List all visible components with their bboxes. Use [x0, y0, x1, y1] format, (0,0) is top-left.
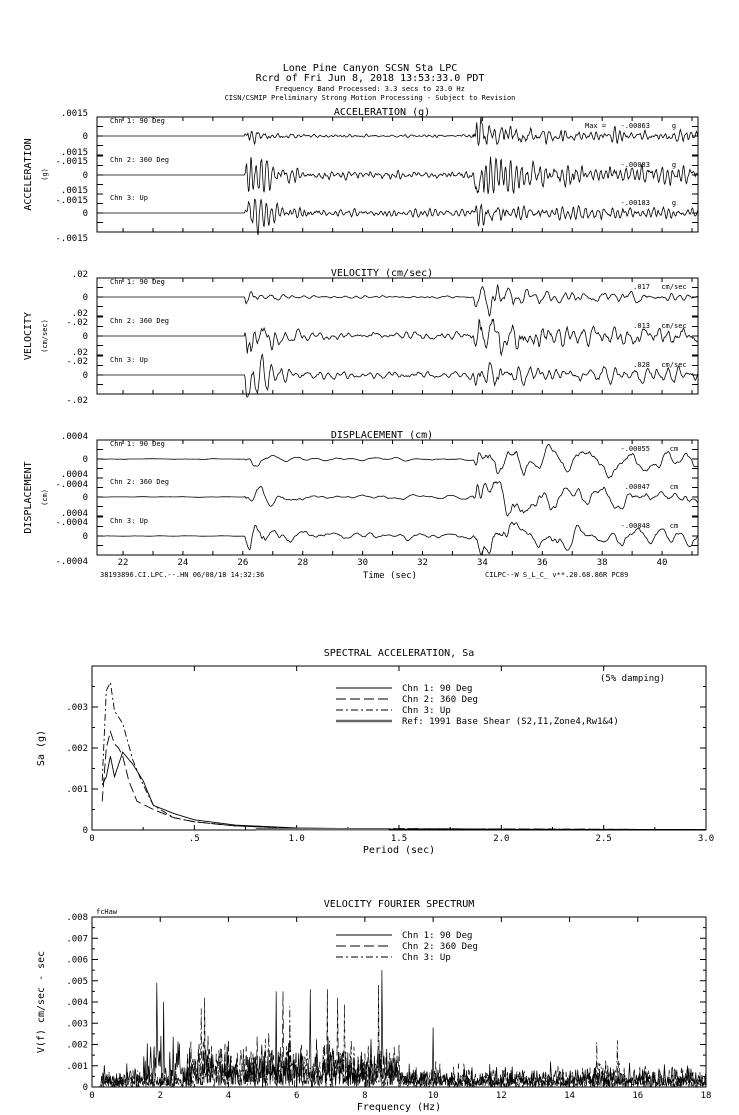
- y-tick-label: -.0004: [55, 518, 88, 528]
- max-prefix: Max =: [585, 122, 607, 130]
- chart-title: SPECTRAL ACCELERATION, Sa: [323, 648, 475, 659]
- y-tick-label: -.02: [66, 318, 88, 328]
- x-tick-label: 2.5: [595, 834, 612, 844]
- x-tick-label: 28: [297, 558, 309, 568]
- y-axis-label: V(f) cm/sec - sec: [36, 950, 47, 1054]
- channel-max-unit: g: [671, 161, 677, 169]
- legend-entry: Chn 1: 90 Deg: [402, 931, 473, 941]
- y-axis-unit: (g): [41, 168, 49, 181]
- legend-entry: Chn 2: 360 Deg: [402, 942, 478, 952]
- x-tick-label: 3.0: [697, 834, 715, 844]
- panel-acceleration: [23, 107, 698, 244]
- x-tick-label: 12: [495, 1091, 507, 1101]
- waveform-3: [97, 354, 698, 397]
- x-tick-label: 26: [237, 558, 249, 568]
- y-tick-label: -.0015: [55, 196, 88, 206]
- y-tick-label: 0: [82, 332, 88, 342]
- y-axis-label: VELOCITY: [23, 311, 34, 361]
- channel-max-value: -.00183: [620, 199, 650, 207]
- channel-label: Chn 1: 90 Deg: [110, 117, 165, 125]
- x-axis-label: Time (sec): [362, 571, 418, 581]
- legend-entry: Chn 2: 360 Deg: [402, 695, 478, 705]
- y-tick-label: .02: [71, 270, 88, 280]
- plot-frame: [92, 666, 706, 830]
- y-tick-label: .004: [66, 998, 88, 1008]
- y-tick-label: .005: [66, 976, 88, 987]
- y-tick-label: 0: [82, 132, 88, 142]
- x-tick-label: 30: [357, 558, 369, 568]
- processing-note: CISN/CSMIP Preliminary Strong Motion Processing - Subject to Revision: [224, 94, 516, 102]
- x-tick-label: 4: [225, 1091, 232, 1101]
- y-tick-label: 0: [82, 826, 88, 836]
- channel-label: Chn 3: Up: [110, 356, 148, 364]
- x-tick-label: 10: [427, 1091, 439, 1101]
- spectral-acceleration-chart: [36, 648, 714, 856]
- channel-max-value: -.00063: [620, 122, 650, 130]
- waveform-3: [97, 199, 698, 235]
- y-tick-label: 0: [82, 209, 88, 219]
- report-header: [225, 63, 516, 102]
- channel-max-unit: g: [671, 122, 677, 130]
- y-tick-label: 0: [82, 293, 88, 303]
- x-axis-label: Period (sec): [362, 845, 436, 856]
- channel-max-unit: cm: [669, 483, 679, 491]
- x-tick-label: 34: [476, 558, 488, 568]
- y-tick-label: -.02: [66, 357, 88, 367]
- panel-displacement: [23, 430, 698, 581]
- y-tick-label: .001: [66, 1061, 88, 1072]
- y-tick-label: -.0015: [55, 157, 88, 167]
- footer-event-id: 38193896.CI.LPC.--.HN 06/08/18 14:32:36: [100, 571, 265, 579]
- y-axis-label: ACCELERATION: [23, 138, 34, 211]
- channel-max-value: -.00055: [620, 445, 650, 453]
- channel-max-value: -.00083: [620, 161, 650, 169]
- channel-max-unit: cm/sec: [661, 322, 687, 330]
- legend-entry: Chn 3: Up: [402, 706, 451, 716]
- sa-curve-1: [102, 752, 706, 830]
- x-tick-label: 22: [117, 558, 129, 568]
- x-tick-label: 32: [417, 558, 428, 568]
- footer-processing-id: CILPC--W S_L_C_ v**.20.68.86R PC89: [485, 571, 629, 579]
- channel-label: Chn 3: Up: [110, 194, 148, 202]
- y-axis-unit: (cm): [41, 489, 49, 506]
- x-tick-label: 0: [89, 1091, 95, 1101]
- channel-max-value: .00047: [624, 483, 650, 491]
- y-tick-label: .008: [66, 913, 88, 923]
- panel-velocity: [23, 268, 698, 406]
- waveform-3: [97, 522, 698, 555]
- legend-entry: Ref: 1991 Base Shear (S2,I1,Zone4,Rw1&4): [402, 717, 619, 727]
- waveform-2: [97, 482, 698, 516]
- y-tick-label: 0: [82, 532, 88, 542]
- y-tick-label: 0: [82, 455, 88, 465]
- panel-title: VELOCITY (cm/sec): [330, 268, 434, 279]
- station-title: Lone Pine Canyon SCSN Sta LPC: [282, 63, 458, 74]
- channel-max-unit: g: [671, 199, 677, 207]
- y-tick-label: -.0004: [55, 557, 88, 567]
- channel-max-unit: cm/sec: [661, 361, 687, 369]
- x-tick-label: 8: [362, 1091, 368, 1101]
- x-tick-label: 0: [89, 834, 95, 844]
- y-tick-label: .0004: [60, 470, 88, 480]
- x-tick-label: .5: [188, 834, 200, 844]
- x-tick-label: 1.0: [288, 834, 305, 844]
- x-tick-label: 14: [564, 1091, 575, 1101]
- x-tick-label: 36: [536, 558, 548, 568]
- y-axis-label: Sa (g): [36, 729, 47, 767]
- fourier-curve-1: [92, 970, 706, 1087]
- sa-curve-2: [102, 732, 706, 830]
- waveform-1: [97, 117, 698, 145]
- waveform-1: [97, 445, 698, 478]
- y-tick-label: 0: [82, 1083, 88, 1093]
- waveform-1: [97, 285, 698, 316]
- y-tick-label: 0: [82, 171, 88, 181]
- y-tick-label: .0015: [60, 109, 88, 119]
- x-tick-label: 40: [656, 558, 668, 568]
- y-axis-unit: (cm/sec): [41, 319, 49, 353]
- time-series-panels: [23, 107, 698, 581]
- fourier-spectrum-chart: [36, 899, 711, 1113]
- corner-label: fcHaw: [96, 908, 118, 916]
- y-tick-label: .0004: [60, 509, 88, 519]
- frequency-band: Frequency Band Processed: 3.3 secs to 23.0 Hz: [275, 85, 465, 93]
- y-tick-label: 0: [82, 493, 88, 503]
- damping-note: (5% damping): [600, 674, 666, 684]
- x-tick-label: 18: [700, 1091, 712, 1101]
- y-tick-label: .0004: [60, 432, 88, 442]
- y-tick-label: .002: [66, 1040, 88, 1051]
- y-tick-label: .02: [71, 348, 88, 358]
- waveform-2: [97, 319, 698, 355]
- y-tick-label: -.0004: [55, 480, 88, 490]
- channel-label: Chn 3: Up: [110, 517, 148, 525]
- y-axis-label: DISPLACEMENT: [23, 461, 34, 534]
- x-tick-label: 6: [293, 1091, 300, 1101]
- channel-label: Chn 2: 360 Deg: [110, 317, 170, 325]
- channel-label: Chn 1: 90 Deg: [110, 278, 165, 286]
- waveform-2: [97, 157, 698, 194]
- panel-title: ACCELERATION (g): [333, 107, 431, 118]
- y-tick-label: .003: [66, 703, 88, 713]
- chart-title: VELOCITY FOURIER SPECTRUM: [323, 899, 475, 910]
- x-tick-label: 38: [596, 558, 608, 568]
- channel-max-unit: cm: [669, 522, 679, 530]
- x-tick-label: 16: [632, 1091, 644, 1101]
- y-tick-label: .0015: [60, 148, 88, 158]
- y-tick-label: .001: [66, 785, 88, 795]
- y-tick-label: 0: [82, 371, 88, 381]
- legend-entry: Chn 1: 90 Deg: [402, 684, 473, 694]
- channel-max-unit: cm/sec: [661, 283, 687, 291]
- channel-label: Chn 2: 360 Deg: [110, 478, 170, 486]
- x-tick-label: 2: [157, 1091, 163, 1101]
- y-tick-label: .02: [71, 309, 88, 319]
- y-tick-label: .002: [66, 744, 88, 754]
- y-tick-label: .006: [66, 955, 88, 966]
- y-tick-label: .0015: [60, 186, 88, 196]
- channel-max-value: .013: [633, 322, 650, 330]
- y-tick-label: -.0015: [55, 234, 88, 244]
- x-axis-label: Frequency (Hz): [356, 1102, 442, 1113]
- x-tick-label: 1.5: [390, 834, 408, 844]
- channel-label: Chn 1: 90 Deg: [110, 440, 165, 448]
- channel-max-value: -.00048: [620, 522, 650, 530]
- y-tick-label: .007: [66, 934, 88, 945]
- x-tick-label: 24: [177, 558, 189, 568]
- channel-label: Chn 2: 360 Deg: [110, 156, 170, 164]
- channel-max-value: .028: [633, 361, 650, 369]
- panel-title: DISPLACEMENT (cm): [330, 430, 434, 441]
- legend-entry: Chn 3: Up: [402, 953, 451, 963]
- y-tick-label: -.02: [66, 396, 88, 406]
- record-datetime: Rcrd of Fri Jun 8, 2018 13:53:33.0 PDT: [255, 73, 485, 84]
- channel-max-value: .017: [633, 283, 650, 291]
- x-tick-label: 2.0: [493, 834, 510, 844]
- channel-max-unit: cm: [669, 445, 679, 453]
- y-tick-label: .003: [66, 1019, 88, 1030]
